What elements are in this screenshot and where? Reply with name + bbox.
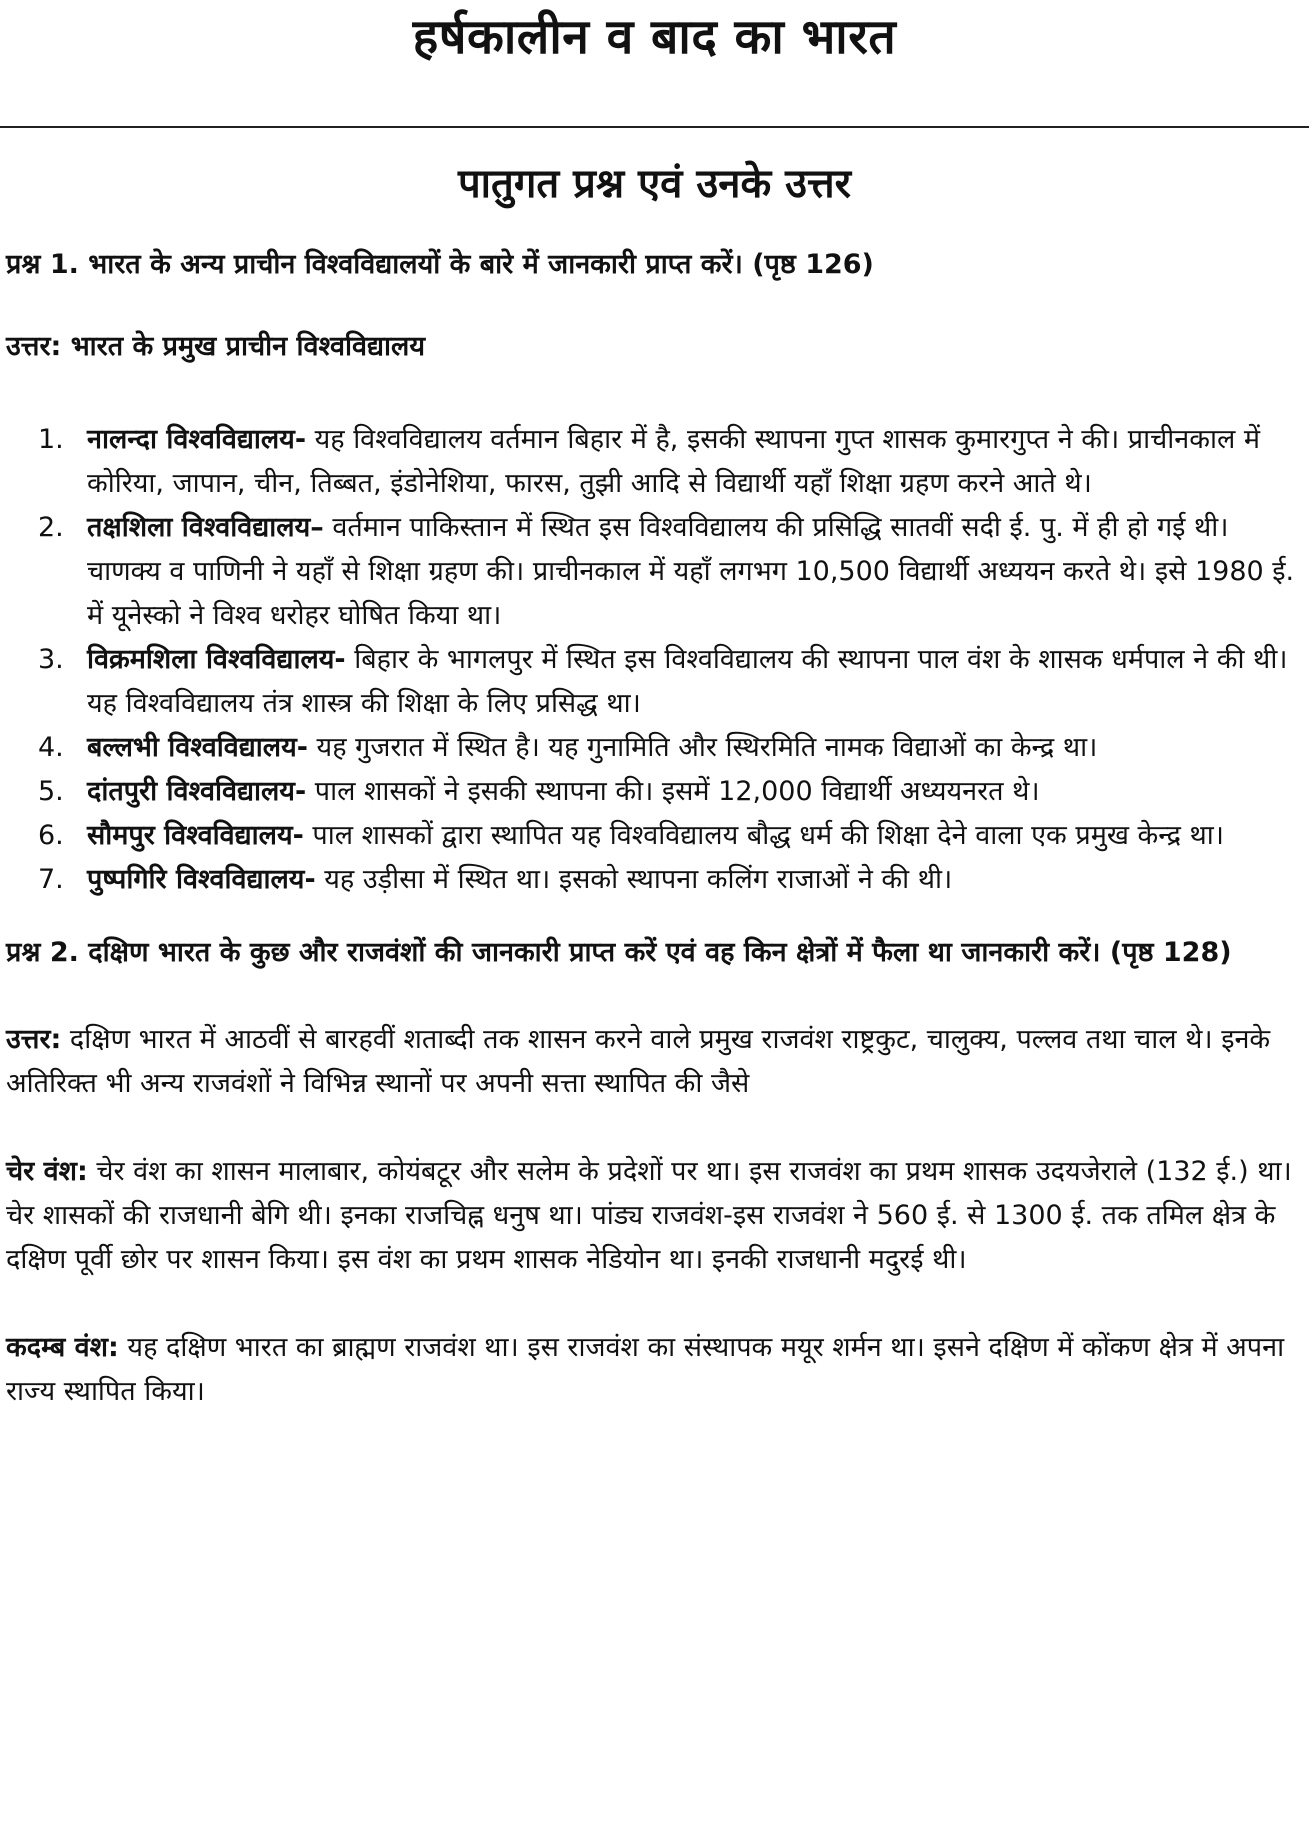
list-item bbox=[0, 858, 1309, 902]
list-item-text: यह विश्वविद्यालय वर्तमान बिहार में है, इसकी स्थापना गुप्त शासक कुमारगुप्त ने की। प्राचीनकाल में कोरिया, जापान, चीन, तिब्बत, इंडोनेशिया, फारस, तुझी आदि से विद्यार्थी यहाँ शिक्षा ग्रहण करने आते थे। bbox=[87, 424, 1261, 499]
list-item-number: 6. bbox=[38, 820, 64, 851]
list-item-number: 2. bbox=[38, 512, 64, 543]
answer-2-label: उत्तर: bbox=[6, 1024, 62, 1055]
list-item bbox=[0, 726, 1309, 770]
list-item-name: दांतपुरी विश्वविद्यालय- bbox=[87, 776, 307, 807]
list-item-text: पाल शासकों ने इसकी स्थापना की। इसमें 12,000 विद्यार्थी अध्ययनरत थे। bbox=[306, 776, 1040, 807]
list-item bbox=[0, 418, 1309, 506]
list-item-text: यह उड़ीसा में स्थित था। इसको स्थापना कलिंग राजाओं ने की थी। bbox=[315, 864, 953, 895]
answer-2-text: दक्षिण भारत में आठवीं से बारहवीं शताब्दी तक शासन करने वाले प्रमुख राजवंश राष्ट्रकुट, चालुक्य, पल्लव तथा चाल थे। इनके अतिरिक्त भी अन्य राजवंशों ने विभिन्न स्थानों पर अपनी सत्ता स्थापित की जैसे bbox=[6, 1024, 1271, 1099]
list-item-number: 4. bbox=[38, 732, 64, 763]
list-item bbox=[0, 506, 1309, 638]
list-item bbox=[0, 814, 1309, 858]
kadamba-dynasty-label: कदम्ब वंश: bbox=[6, 1332, 119, 1363]
list-item-name: विक्रमशिला विश्वविद्यालय- bbox=[87, 644, 346, 675]
list-item bbox=[0, 770, 1309, 814]
list-item-text: बिहार के भागलपुर में स्थित इस विश्वविद्यालय की स्थापना पाल वंश के शासक धर्मपाल ने की थी। यह विश्वविद्यालय तंत्र शास्त्र की शिक्षा के लिए प्रसिद्ध था। bbox=[87, 644, 1288, 719]
cher-dynasty-text: चेर वंश का शासन मालाबार, कोयंबटूर और सलेम के प्रदेशों पर था। इस राजवंश का प्रथम शासक उदयजेराले (132 ई.) था। चेर शासकों की राजधानी बेगि थी। इनका राजचिह्न धनुष था। पांड्य राजवंश-इस राजवंश ने 560 ई. से 1300 ई. तक तमिल क्षेत्र के दक्षिण पूर्वी छोर पर शासन किया। इस वंश का प्रथम शासक नेडियोन था। इनकी राजधानी मदुरई थी। bbox=[6, 1156, 1292, 1275]
answer-2-paragraph bbox=[6, 1018, 1301, 1106]
question-2: प्रश्न 2. दक्षिण भारत के कुछ और राजवंशों की जानकारी प्राप्त करें एवं वह किन क्षेत्रों में फैला था जानकारी करें। (पृष्ठ 128) bbox=[6, 937, 1232, 968]
title-divider bbox=[0, 126, 1309, 128]
kadamba-dynasty-paragraph bbox=[6, 1326, 1301, 1414]
list-item-name: पुष्पगिरि विश्वविद्यालय- bbox=[87, 864, 316, 895]
list-item bbox=[0, 638, 1309, 726]
cher-dynasty-paragraph bbox=[6, 1150, 1301, 1282]
answer-1-heading: उत्तर: भारत के प्रमुख प्राचीन विश्वविद्यालय bbox=[6, 331, 425, 362]
list-item-text: पाल शासकों द्वारा स्थापित यह विश्वविद्यालय बौद्ध धर्म की शिक्षा देने वाला एक प्रमुख केन्द्र था। bbox=[303, 820, 1225, 851]
list-item-number: 1. bbox=[38, 424, 64, 455]
list-item-name: नालन्दा विश्वविद्यालय- bbox=[87, 424, 307, 455]
list-item-number: 3. bbox=[38, 644, 64, 675]
list-item-number: 7. bbox=[38, 864, 64, 895]
list-item-text: वर्तमान पाकिस्तान में स्थित इस विश्वविद्यालय की प्रसिद्धि सातवीं सदी ई. पु. में ही हो गई थी। चाणक्य व पाणिनी ने यहाँ से शिक्षा ग्रहण की। प्राचीनकाल में यहाँ लगभग 10,500 विद्यार्थी अध्ययन करते थे। इसे 1980 ई. में यूनेस्को ने विश्व धरोहर घोषित किया था। bbox=[87, 512, 1295, 631]
question-1: प्रश्न 1. भारत के अन्य प्राचीन विश्वविद्यालयों के बारे में जानकारी प्राप्त करें। (पृष्ठ 126) bbox=[6, 249, 874, 280]
kadamba-dynasty-text: यह दक्षिण भारत का ब्राह्मण राजवंश था। इस राजवंश का संस्थापक मयूर शर्मन था। इसने दक्षिण में कोंकण क्षेत्र में अपना राज्य स्थापित किया। bbox=[6, 1332, 1285, 1407]
list-item-number: 5. bbox=[38, 776, 64, 807]
page-title: हर्षकालीन व बाद का भारत bbox=[412, 9, 897, 65]
list-item-name: सौमपुर विश्वविद्यालय- bbox=[87, 820, 304, 851]
section-heading: पातुगत प्रश्न एवं उनके उत्तर bbox=[457, 161, 852, 207]
university-list bbox=[0, 418, 1309, 902]
list-item-text: यह गुजरात में स्थित है। यह गुनामिति और स्थिरमिति नामक विद्याओं का केन्द्र था। bbox=[307, 732, 1098, 763]
cher-dynasty-label: चेर वंश: bbox=[6, 1156, 88, 1187]
list-item-name: तक्षशिला विश्वविद्यालय– bbox=[87, 512, 324, 543]
list-item-name: बल्लभी विश्वविद्यालय- bbox=[87, 732, 308, 763]
